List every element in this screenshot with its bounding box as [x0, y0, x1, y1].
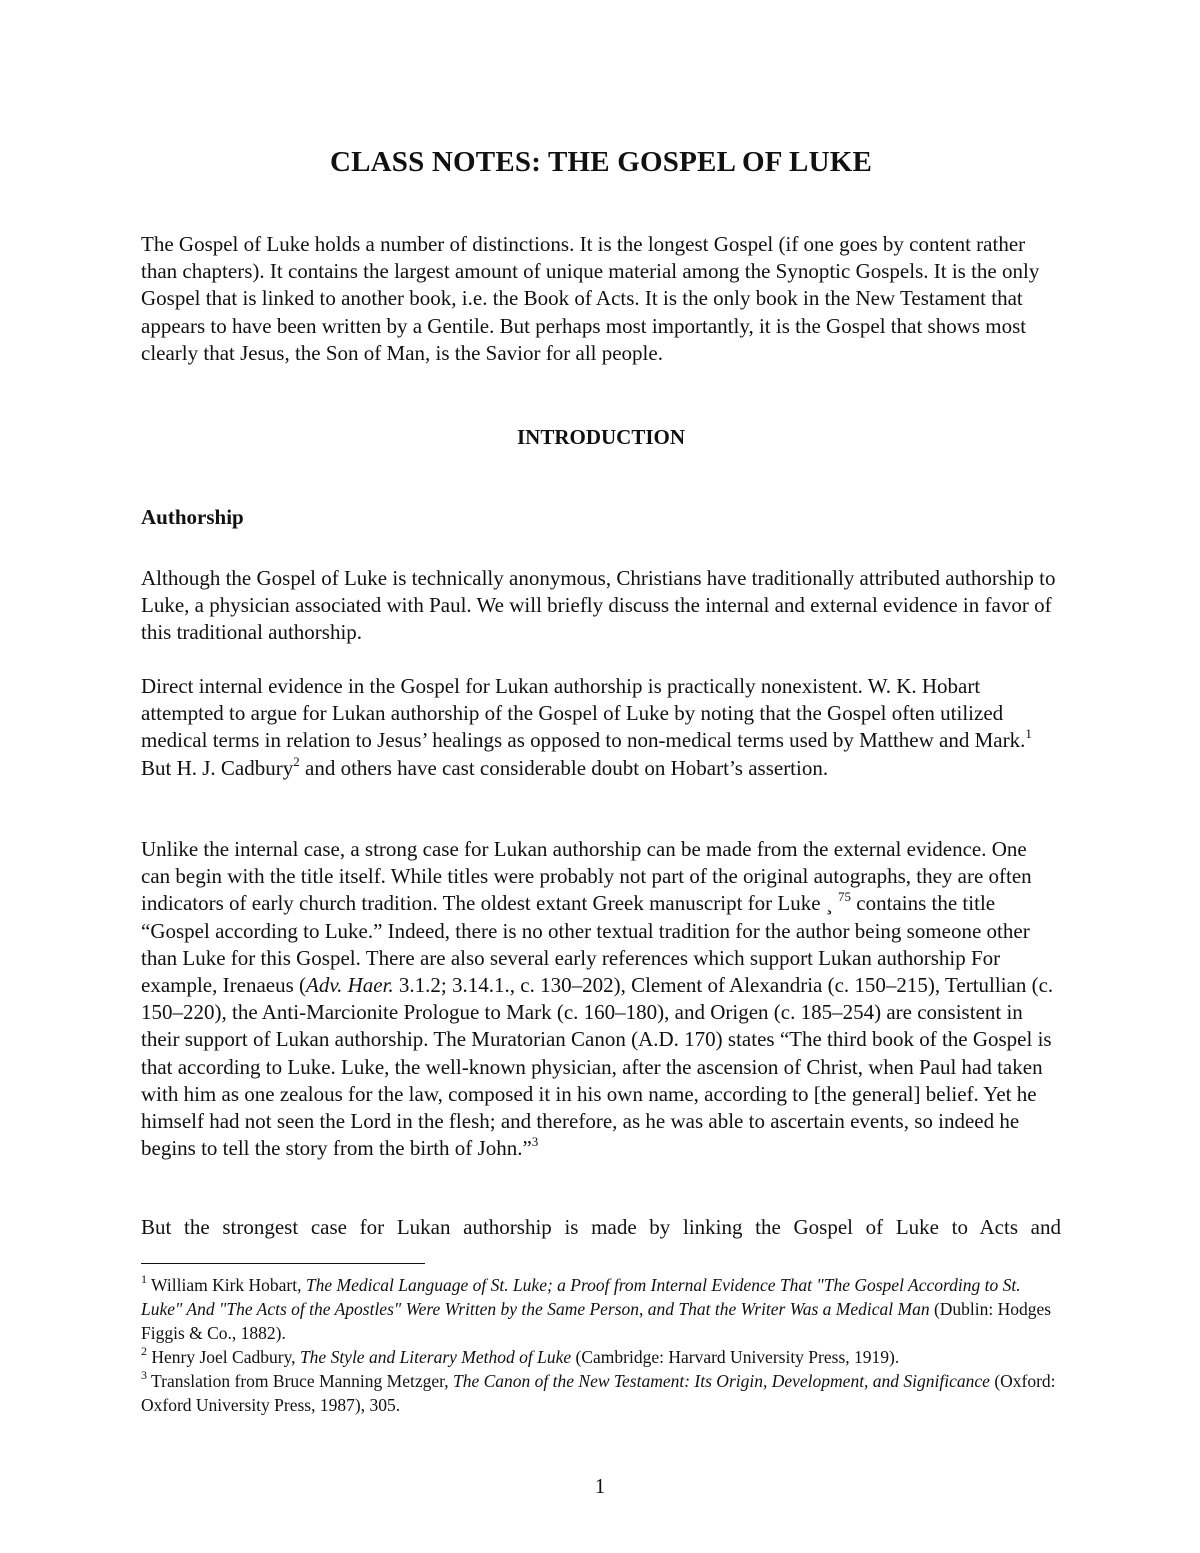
- authorship-paragraph-3: [141, 836, 1061, 1162]
- footnote-number: 2: [141, 1344, 147, 1359]
- section-heading-introduction: INTRODUCTION: [516, 425, 686, 449]
- paragraph-text: Direct internal evidence in the Gospel for Lukan authorship is practically nonexistent. W. K. Hobart attempted to argue for Lukan authorship of the Gospel of Luke by noting that the Gospel often utilized medical terms in relation to Jesus’ healings as opposed to non-medical terms used by Matthew and Mark.: [141, 674, 1026, 753]
- page-number: 1: [594, 1474, 606, 1498]
- footnote-1: [141, 1273, 1061, 1345]
- document-title: CLASS NOTES: THE GOSPEL OF LUKE: [329, 146, 873, 178]
- paragraph-text: and others have cast considerable doubt on Hobart’s assertion.: [299, 755, 829, 780]
- paragraph-text: But H. J. Cadbury: [141, 755, 294, 780]
- paragraph-text: 3.1.2; 3.14.1., c. 130–202), Clement of Alexandria (c. 150–215), Tertullian (c. 150–220), the Anti-Marcionite Prologue to Mark (c. 160–180), and Origen (c. 185–254) are consistent in their support of Lukan authorship. The Muratorian Canon (A.D. 170) states “The third book of the Gospel is that according to Luke. Luke, the well-known physician, after the ascension of Christ, when Paul had taken with him as one zealous for the law, composed it in his own name, according to [the general] belief. Yet he himself had not seen the Lord in the flesh; and therefore, as he was able to ascertain events, so indeed he begins to tell the story from the birth of John.”: [141, 973, 1054, 1161]
- footnote-2: [141, 1345, 1061, 1369]
- intro-paragraph: The Gospel of Luke holds a number of distinctions. It is the longest Gospel (if one goes by content rather than chapters). It contains the largest amount of unique material among the Synoptic Gospels. It is the only Gospel that is linked to another book, i.e. the Book of Acts. It is the only book in the New Testament that appears to have been written by a Gentile. But perhaps most importantly, it is the Gospel that shows most clearly that Jesus, the Son of Man, is the Savior for all people.: [141, 232, 1040, 365]
- footnote-text: William Kirk Hobart,: [147, 1275, 306, 1295]
- paragraph-text: Unlike the internal case, a strong case for Lukan authorship can be made from the external evidence. One can begin with the title itself. While titles were probably not part of the original autographs, they are often indicators of early church tradition. The oldest extant Greek manuscript for Luke: [141, 837, 1032, 916]
- manuscript-number: 75: [838, 889, 852, 905]
- footnote-text: (Cambridge: Harvard University Press, 1919).: [571, 1347, 900, 1367]
- footnote-number: 3: [141, 1368, 147, 1383]
- footnote-number: 1: [141, 1272, 147, 1287]
- authorship-paragraph-4: But the strongest case for Lukan authorship is made by linking the Gospel of Luke to Acts and: [141, 1215, 1061, 1239]
- footnote-text: Translation from Bruce Manning Metzger,: [147, 1371, 453, 1391]
- footnote-separator: [141, 1263, 425, 1264]
- manuscript-symbol: ¸: [825, 891, 833, 916]
- footnote-ref-3: 3: [531, 1134, 539, 1150]
- footnotes: [141, 1273, 1061, 1417]
- subheading-authorship: Authorship: [141, 505, 244, 529]
- italic-citation: Adv. Haer.: [306, 973, 394, 998]
- footnote-3: [141, 1369, 1061, 1417]
- paragraph-text: contains the title “Gospel according to Luke.” Indeed, there is no other textual tradition for the author being someone other than Luke for this Gospel. There are also several early references which support Lukan authorship For example, Irenaeus (: [141, 891, 1030, 998]
- footnote-italic: The Style and Literary Method of Luke: [299, 1347, 572, 1367]
- footnote-ref-1: 1: [1025, 726, 1032, 742]
- footnote-ref-2: 2: [293, 753, 300, 769]
- footnote-text: (Oxford: Oxford University Press, 1987), 305.: [141, 1371, 1056, 1415]
- authorship-paragraph-2: [141, 673, 1061, 782]
- footnote-text: Henry Joel Cadbury,: [147, 1347, 300, 1367]
- footnote-text: (Dublin: Hodges Figgis & Co., 1882).: [141, 1299, 1052, 1343]
- footnote-italic: The Canon of the New Testament: Its Origin, Development, and Significance: [453, 1371, 990, 1391]
- footnote-italic: The Medical Language of St. Luke; a Proof from Internal Evidence That "The Gospel According to St. Luke" And "The Acts of the Apostles" Were Written by the Same Person, and That the Writer Was a Medical Man: [141, 1275, 1021, 1319]
- authorship-paragraph-1: Although the Gospel of Luke is technically anonymous, Christians have traditionally attributed authorship to Luke, a physician associated with Paul. We will briefly discuss the internal and external evidence in favor of this traditional authorship.: [141, 566, 1056, 645]
